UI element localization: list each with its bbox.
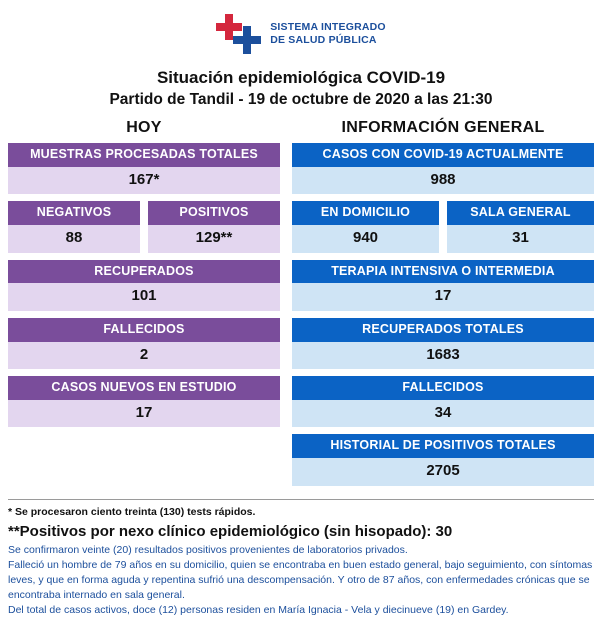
note-private-labs: Se confirmaron veinte (20) resultados positivos provenientes de laboratorios privados.: [8, 543, 594, 558]
stat-value: 88: [8, 225, 140, 253]
stat-casos-actualmente: [292, 143, 594, 194]
page-title: Situación epidemiológica COVID-19: [0, 68, 602, 88]
stat-label: CASOS CON COVID-19 ACTUALMENTE: [292, 143, 594, 167]
stat-value: 167*: [8, 167, 280, 195]
stat-row-negativos-positivos: [8, 201, 280, 252]
logo-line-2: DE SALUD PÚBLICA: [270, 34, 386, 47]
stat-label: SALA GENERAL: [447, 201, 594, 225]
stat-label: HISTORIAL DE POSITIVOS TOTALES: [292, 434, 594, 458]
stat-label: TERAPIA INTENSIVA O INTERMEDIA: [292, 260, 594, 284]
stat-value: 17: [292, 283, 594, 311]
stat-fallecidos-totales: [292, 376, 594, 427]
stat-value: 17: [8, 400, 280, 428]
stat-terapia-intensiva: [292, 260, 594, 311]
stat-label: NEGATIVOS: [8, 201, 140, 225]
note-rapid-tests: * Se procesaron ciento treinta (130) tests rápidos.: [8, 506, 594, 519]
medical-cross-logo-icon: [216, 12, 262, 56]
stat-value: 34: [292, 400, 594, 428]
footer-notes: [0, 500, 602, 618]
stat-historial-positivos-totales: [292, 434, 594, 485]
stat-label: MUESTRAS PROCESADAS TOTALES: [8, 143, 280, 167]
column-general-heading: INFORMACIÓN GENERAL: [292, 119, 594, 137]
stat-sala-general: [447, 201, 594, 252]
stat-value: 988: [292, 167, 594, 195]
stat-value: 940: [292, 225, 439, 253]
stat-value: 2: [8, 342, 280, 370]
stat-recuperados: [8, 260, 280, 311]
logo-text: [270, 21, 386, 47]
page-subtitle: Partido de Tandil - 19 de octubre de 2020 a las 21:30: [0, 91, 602, 109]
stat-value: 31: [447, 225, 594, 253]
stat-row-domicilio-sala: [292, 201, 594, 252]
stat-recuperados-totales: [292, 318, 594, 369]
column-today: [8, 119, 280, 434]
stat-label: RECUPERADOS: [8, 260, 280, 284]
stat-value: 129**: [148, 225, 280, 253]
note-distribution: Del total de casos activos, doce (12) personas residen en María Ignacia - Vela y diecinueve (19) en Gardey.: [8, 603, 594, 618]
stats-columns: [0, 119, 602, 493]
column-general: [292, 119, 594, 493]
stat-label: FALLECIDOS: [292, 376, 594, 400]
stat-label: EN DOMICILIO: [292, 201, 439, 225]
stat-label: RECUPERADOS TOTALES: [292, 318, 594, 342]
stat-negativos: [8, 201, 140, 252]
stat-muestras-procesadas-totales: [8, 143, 280, 194]
stat-value: 2705: [292, 458, 594, 486]
stat-en-domicilio: [292, 201, 439, 252]
note-nexo-epidemiologico: **Positivos por nexo clínico epidemiológico (sin hisopado): 30: [8, 523, 594, 541]
column-today-heading: HOY: [8, 119, 280, 137]
stat-label: POSITIVOS: [148, 201, 280, 225]
stat-value: 1683: [292, 342, 594, 370]
stat-value: 101: [8, 283, 280, 311]
logo-header: [0, 0, 602, 60]
stat-fallecidos-hoy: [8, 318, 280, 369]
stat-label: CASOS NUEVOS EN ESTUDIO: [8, 376, 280, 400]
stat-positivos: [148, 201, 280, 252]
logo-line-1: SISTEMA INTEGRADO: [270, 21, 386, 34]
stat-casos-nuevos-en-estudio: [8, 376, 280, 427]
stat-label: FALLECIDOS: [8, 318, 280, 342]
note-deaths-detail: Falleció un hombre de 79 años en su domicilio, quien se encontraba en buen estado general, bajo seguimiento, con síntomas leves, y que en forma aguda y repentina sufrió una descompensación. Y otro de 87 años, con enfermedades crónicas que se encontraba internado en sala general.: [8, 558, 594, 602]
